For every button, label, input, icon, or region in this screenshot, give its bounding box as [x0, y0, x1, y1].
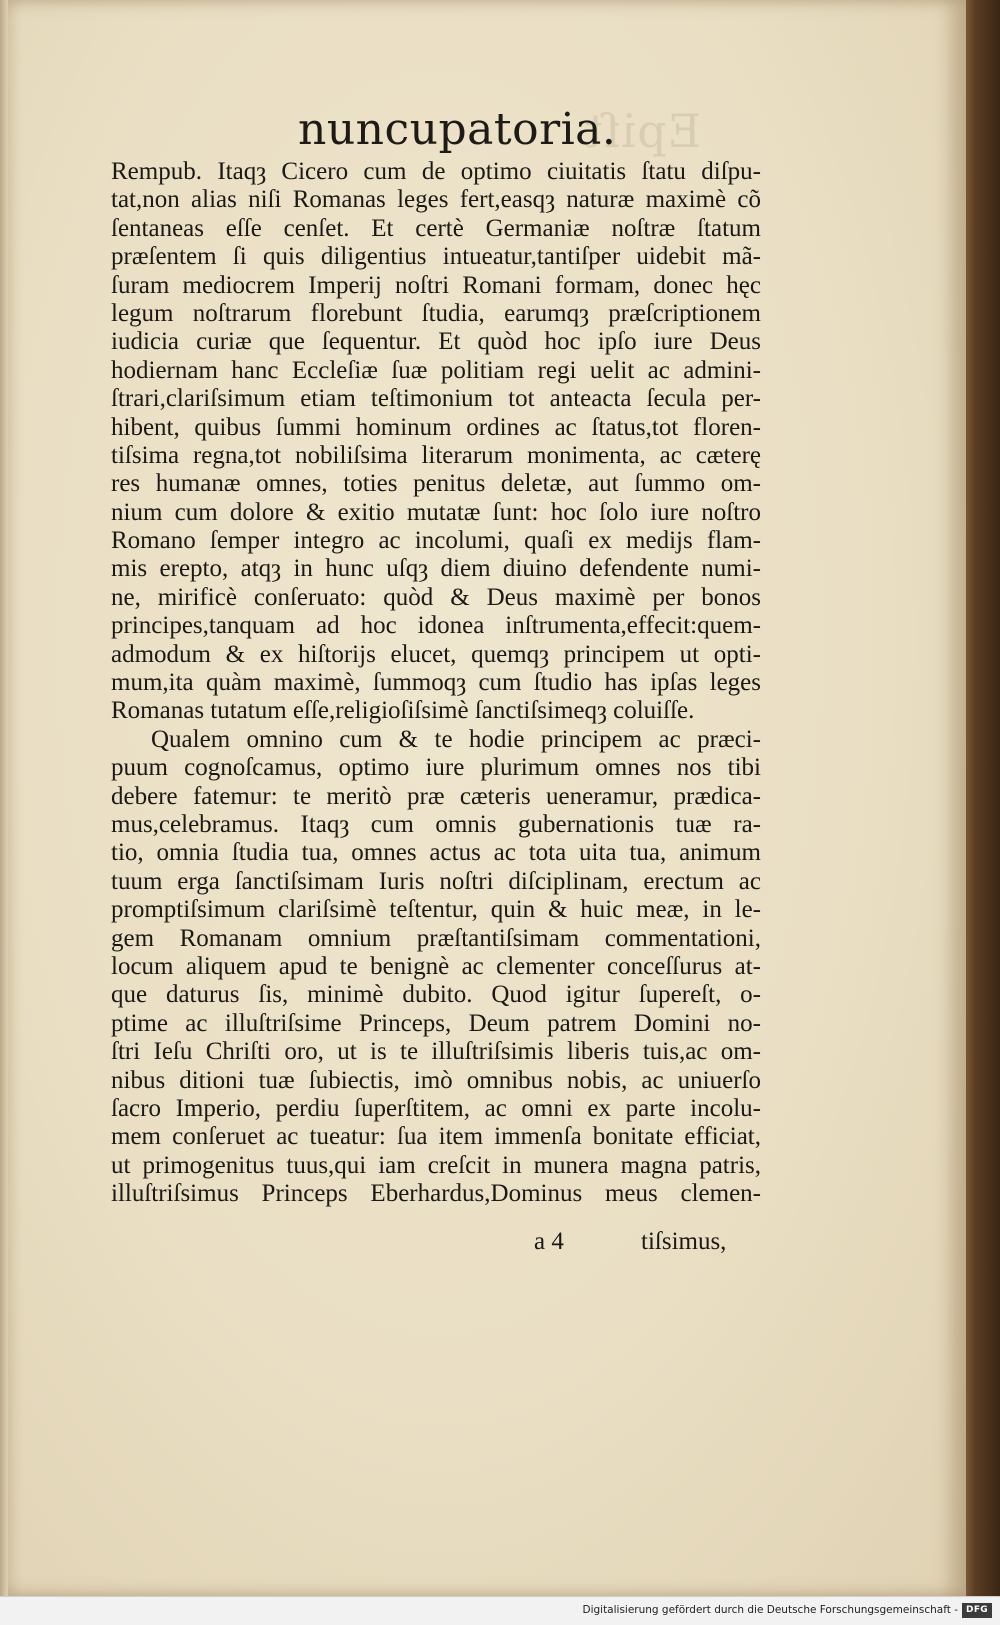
text-line: Rempub. Itaqȝ Cicero cum de optimo ciuitatis ſtatu diſpu-: [111, 158, 761, 185]
text-line: tuum erga ſanctiſsimam Iuris noſtri diſciplinam, erectum ac: [111, 867, 761, 895]
text-line: hibent, quibus ſummi hominum ordines ac ſtatus,tot floren-: [111, 413, 761, 441]
text-line: ſuram mediocrem Imperij noſtri Romani formam, donec hęc: [111, 271, 761, 299]
text-line: Romano ſemper integro ac incolumi, quaſi ex medijs flam-: [111, 527, 761, 555]
text-line: mum,ita quàm maximè, ſummoqȝ cum ſtudio has ipſas leges: [111, 669, 761, 697]
text-line: mus,celebramus. Itaqȝ cum omnis gubernationis tuæ ra-: [111, 810, 761, 838]
text-line: tiſsima regna,tot nobiliſsima literarum monimenta, ac cæterę: [111, 441, 761, 469]
text-line: mis erepto, atqȝ in hunc uſqȝ diem diuino defendente numi-: [111, 555, 761, 583]
text-line: præſentem ſi quis diligentius intueatur,tantiſper uidebit mã-: [111, 243, 761, 271]
text-line: que daturus ſis, minimè dubito. Quod igitur ſupereſt, o-: [111, 981, 761, 1009]
text-line: ſtrari,clariſsimum etiam teſtimonium tot anteacta ſecula per-: [111, 385, 761, 413]
text-line: ſentaneas eſſe cenſet. Et certè Germaniæ noſtræ ſtatum: [111, 214, 761, 242]
footer-credit: Digitalisierung gefördert durch die Deutsche Forschungsgemeinschaft -: [582, 1604, 958, 1616]
signature-mark: a 4: [534, 1228, 564, 1255]
text-line: locum aliquem apud te benignè ac clementer conceſſurus at-: [111, 952, 761, 980]
text-line: promptiſsimum clariſsimè teſtentur, quin & huic meæ, in le-: [111, 896, 761, 924]
text-line: principes,tanquam ad hoc idonea inſtrumenta,effecit:quem-: [111, 612, 761, 640]
text-line: tio, omnia ſtudia tua, omnes actus ac tota uita tua, animum: [111, 839, 761, 867]
text-line: ſtri Ieſu Chriſti oro, ut is te illuſtriſsimis liberis tuis,ac om-: [111, 1038, 761, 1066]
body-text: [111, 158, 761, 1208]
text-line: admodum & ex hiſtorijs elucet, quemqȝ principem ut opti-: [111, 640, 761, 668]
text-line: ptime ac illuſtriſsime Princeps, Deum patrem Domini no-: [111, 1009, 761, 1037]
text-line: gem Romanam omnium præſtantiſsimam commentationi,: [111, 924, 761, 952]
dfg-logo: DFG: [962, 1603, 992, 1618]
page-catchline: [111, 1228, 731, 1258]
text-line: Qualem omnino cum & te hodie principem ac præci-: [151, 725, 761, 753]
text-line: ut primogenitus tuus,qui iam creſcit in munera magna patris,: [111, 1151, 761, 1179]
text-line: puum cognoſcamus, optimo iure plurimum omnes nos tibi: [111, 754, 761, 782]
showthrough-heading: Epiſt: [583, 104, 702, 158]
catchword: tiſsimus,: [641, 1228, 727, 1255]
text-line: nibus ditioni tuæ ſubiectis, imò omnibus nobis, ac uniuerſo: [111, 1066, 761, 1094]
digitization-footer: [0, 1596, 1000, 1625]
text-line: hodiernam hanc Eccleſiæ ſuæ politiam regi uelit ac admini-: [111, 356, 761, 384]
text-line: debere fatemur: te meritò præ cæteris ueneramur, prædica-: [111, 782, 761, 810]
text-line: Romanas tutatum eſſe,religioſiſsimè ſanctiſsimeqȝ coluiſſe.: [111, 697, 695, 725]
text-line: tat,non alias niſi Romanas leges fert,easqȝ naturæ maximè cõ: [111, 186, 761, 214]
text-line: ne, mirificè conſeruato: quòd & Deus maximè per bonos: [111, 583, 761, 611]
running-head: nuncupatoria.: [298, 104, 617, 155]
book-page: [8, 0, 966, 1596]
text-line: iudicia curiæ que ſequentur. Et quòd hoc ipſo iure Deus: [111, 328, 761, 356]
text-line: ſacro Imperio, perdiu ſuperſtitem, ac omni ex parte incolu-: [111, 1094, 761, 1122]
text-line: mem conſeruet ac tueatur: ſua item immenſa bonitate efficiat,: [111, 1123, 761, 1151]
text-line: legum noſtrarum florebunt ſtudia, earumqȝ præſcriptionem: [111, 299, 761, 327]
text-line: illuſtriſsimus Princeps Eberhardus,Dominus meus clemen-: [111, 1180, 761, 1208]
text-line: nium cum dolore & exitio mutatæ ſunt: hoc ſolo iure noſtro: [111, 498, 761, 526]
text-line: res humanæ omnes, toties penitus deletæ, aut ſummo om-: [111, 470, 761, 498]
